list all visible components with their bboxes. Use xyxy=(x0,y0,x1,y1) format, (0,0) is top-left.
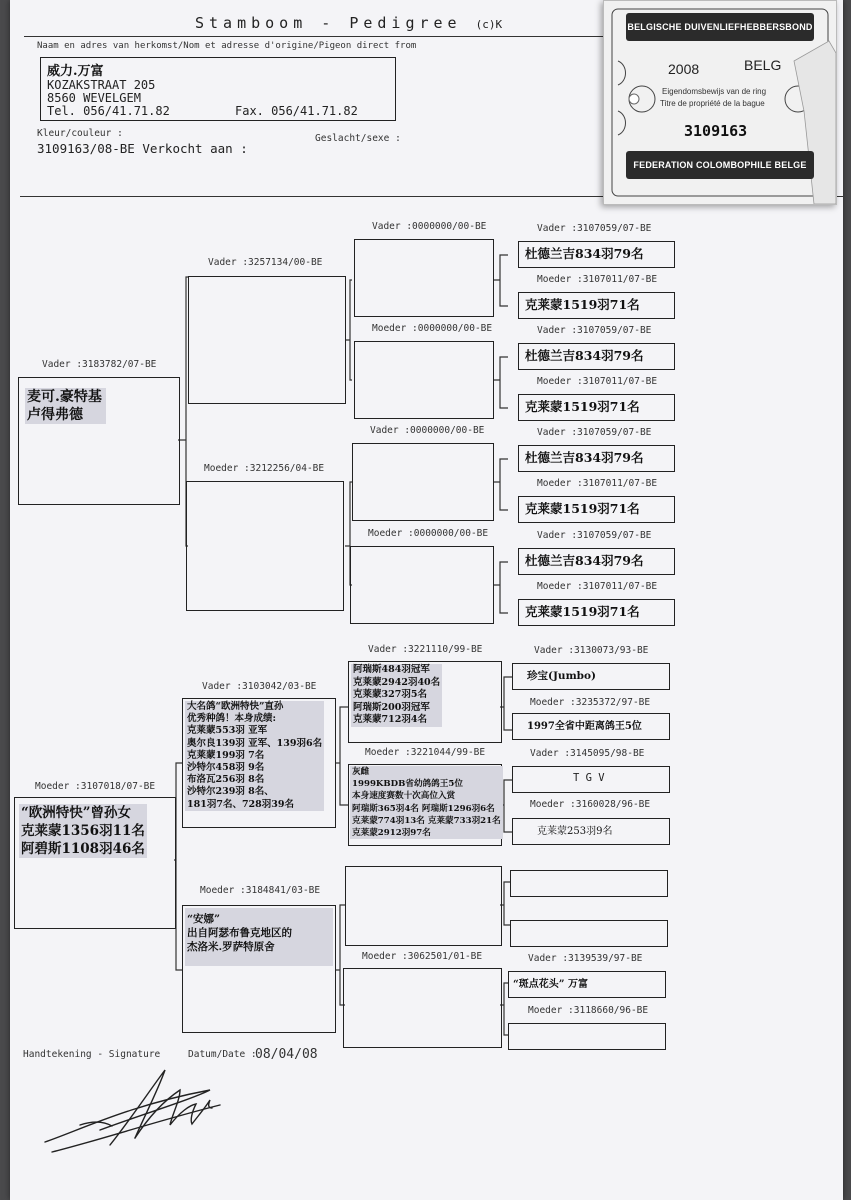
gggp-6-label: Moeder :3107011/07-BE xyxy=(537,478,658,489)
ds-dam-line-1: 灰雌 xyxy=(352,767,370,777)
ds-dam-label: Moeder :3221044/99-BE xyxy=(365,747,486,758)
dam-dam-label: Moeder :3184841/03-BE xyxy=(200,885,321,896)
gggp-1-box xyxy=(518,241,675,268)
gggp-3-box xyxy=(518,343,675,370)
page-title: Stamboom - Pedigree (c)K xyxy=(195,14,503,32)
gggp-11-box xyxy=(512,766,670,793)
dam-dam-box xyxy=(182,905,336,1033)
date-value: 08/04/08 xyxy=(255,1047,318,1062)
gggp-6-box xyxy=(518,496,675,523)
ds-sire-label: Vader :3221110/99-BE xyxy=(368,644,483,655)
gggp-10-text: 1997全省中距离鸽王5位 xyxy=(527,721,642,732)
dam-box xyxy=(14,797,176,929)
gggp-12-text: 克莱蒙253羽9名 xyxy=(537,826,613,837)
gggp-11-text: T G V xyxy=(573,772,605,784)
dam-dam-text xyxy=(185,908,333,966)
sd-sire-label: Vader :0000000/00-BE xyxy=(370,425,485,436)
dam-dam-line-1: “安娜” xyxy=(187,913,221,925)
ds-sire-line-2: 克莱蒙2942羽40名 xyxy=(353,676,441,688)
sd-dam-label: Moeder :0000000/00-BE xyxy=(368,528,489,539)
ds-dam-line-2: 1999KBDB省幼鸽鸽王5位 xyxy=(352,779,463,790)
ds-sire-line-5: 克莱蒙712羽4名 xyxy=(353,714,427,726)
gggp-1-label: Vader :3107059/07-BE xyxy=(537,223,652,234)
sire-box xyxy=(18,377,180,505)
sd-sire-box xyxy=(352,443,494,521)
gggp-9-box xyxy=(512,663,670,690)
dam-sire-line-4: 奥尔良139羽 亚军、139羽6名 xyxy=(187,737,323,749)
certificate-year: 2008 xyxy=(668,61,700,77)
dam-sire-line-7: 布洛瓦256羽 8名 xyxy=(187,774,265,786)
dam-sire-label: Vader :3103042/03-BE xyxy=(202,681,317,692)
handwritten-signature xyxy=(40,1060,240,1160)
gggp-16-label: Moeder :3118660/96-BE xyxy=(528,1005,649,1016)
gggp-3-text: 杜德兰吉834羽79名 xyxy=(525,348,644,363)
dam-dam-line-2: 出自阿瑟布鲁克地区的 xyxy=(187,927,292,939)
certificate-line-2: Titre de propriété de la bague xyxy=(660,99,765,108)
gggp-15-label: Vader :3139539/97-BE xyxy=(528,953,643,964)
ds-dam-line-3: 本身速度赛数十次高位入赏 xyxy=(352,791,456,802)
gggp-7-label: Vader :3107059/07-BE xyxy=(537,530,652,541)
sire-dam-label: Moeder :3212256/04-BE xyxy=(204,463,325,474)
gggp-1-text: 杜德兰吉834羽79名 xyxy=(525,246,644,261)
ds-dam-line-5: 克莱蒙774羽13名 克莱蒙733羽21名 xyxy=(352,815,501,826)
ss-dam-label: Moeder :0000000/00-BE xyxy=(372,323,493,334)
gggp-4-text: 克莱蒙1519羽71名 xyxy=(525,399,640,414)
ds-dam-box xyxy=(348,764,502,846)
gggp-3-label: Vader :3107059/07-BE xyxy=(537,325,652,336)
dam-name-line-3: 阿碧斯1108羽46名 xyxy=(21,841,145,857)
dd-sire-box xyxy=(345,866,502,946)
dam-sire-line-5: 克莱蒙199羽 7名 xyxy=(187,749,265,761)
sire-label: Vader :3183782/07-BE xyxy=(42,359,157,370)
ss-sire-box xyxy=(354,239,494,317)
gggp-2-box xyxy=(518,292,675,319)
sire-name-line-1: 麦可.豪特基 xyxy=(27,389,102,405)
dam-name-line-1: “欧洲特快”曾孙女 xyxy=(21,805,132,821)
gggp-12-label: Moeder :3160028/96-BE xyxy=(530,799,651,810)
gggp-8-box xyxy=(518,599,675,626)
dam-sire-line-3: 克莱蒙553羽 亚军 xyxy=(187,725,268,737)
gggp-9-text: 珍宝(Jumbo) xyxy=(527,670,596,682)
gggp-13-box xyxy=(510,870,668,897)
gggp-12-box xyxy=(512,818,670,845)
sex-label: Geslacht/sexe : xyxy=(315,133,401,144)
breeder-fax: Fax. 056/41.71.82 xyxy=(235,104,358,118)
gggp-8-label: Moeder :3107011/07-BE xyxy=(537,581,658,592)
certificate-country: BELG xyxy=(744,57,782,73)
breeder-tel: Tel. 056/41.71.82 xyxy=(47,104,170,118)
sire-name-highlight xyxy=(25,388,106,424)
dam-sire-line-9: 181羽7名、728羽39名 xyxy=(187,798,294,810)
gggp-10-label: Moeder :3235372/97-BE xyxy=(530,697,651,708)
gggp-5-label: Vader :3107059/07-BE xyxy=(537,427,652,438)
gggp-7-box xyxy=(518,548,675,575)
sire-sire-box xyxy=(188,276,346,404)
dd-dam-label: Moeder :3062501/01-BE xyxy=(362,951,483,962)
certificate-line-1: Eigendomsbewijs van de ring xyxy=(662,87,767,96)
ds-sire-box xyxy=(348,661,502,743)
gggp-15-text: “斑点花头” 万富 xyxy=(513,979,588,990)
dam-label: Moeder :3107018/07-BE xyxy=(35,781,156,792)
gggp-14-box xyxy=(510,920,668,947)
breeder-city: 8560 WEVELGEM xyxy=(47,91,141,105)
ds-dam-line-6: 克莱蒙2912羽97名 xyxy=(352,828,431,839)
gggp-6-text: 克莱蒙1519羽71名 xyxy=(525,501,640,516)
date-label: Datum/Date : xyxy=(188,1049,257,1060)
ds-sire-line-1: 阿瑞斯484羽冠军 xyxy=(353,664,430,675)
ds-dam-line-4: 阿瑞斯365羽4名 阿瑞斯1296羽6名 xyxy=(352,803,495,814)
breeder-name: 威力.万富 xyxy=(47,64,104,79)
dd-dam-box xyxy=(343,968,502,1048)
dam-sire-box xyxy=(182,698,336,828)
ss-dam-box xyxy=(354,341,494,419)
sire-name-line-2: 卢得弗德 xyxy=(27,407,83,423)
dam-dam-line-3: 杰洛米.罗萨特原舍 xyxy=(187,941,275,953)
origin-label: Naam en adres van herkomst/Nom et adresse d'origine/Pigeon direct from xyxy=(37,41,417,51)
gggp-4-label: Moeder :3107011/07-BE xyxy=(537,376,658,387)
gggp-2-label: Moeder :3107011/07-BE xyxy=(537,274,658,285)
ds-sire-line-4: 阿瑞斯200羽冠军 xyxy=(353,701,430,713)
dam-sire-line-6: 沙特尔458羽 9名 xyxy=(187,762,265,774)
certificate-number: 3109163 xyxy=(684,122,748,140)
dam-sire-text xyxy=(185,701,324,811)
signature-label: Handtekening - Signature xyxy=(23,1049,161,1060)
ring-number-line: 3109163/08-BE Verkocht aan : xyxy=(37,141,248,156)
gggp-5-text: 杜德兰吉834羽79名 xyxy=(525,450,644,465)
sd-dam-box xyxy=(350,546,494,624)
certificate-bottom-band: FEDERATION COLOMBOPHILE BELGE xyxy=(626,151,814,179)
ds-sire-line-3: 克莱蒙327羽5名 xyxy=(353,689,427,701)
gggp-9-label: Vader :3130073/93-BE xyxy=(534,645,649,656)
gggp-16-box xyxy=(508,1023,666,1050)
dam-sire-line-8: 沙特尔239羽 8名、 xyxy=(187,786,274,798)
gggp-15-box xyxy=(508,971,666,998)
color-label: Kleur/couleur : xyxy=(37,128,123,139)
ds-dam-text xyxy=(350,766,503,839)
ds-sire-text xyxy=(351,664,442,727)
gggp-2-text: 克莱蒙1519羽71名 xyxy=(525,297,640,312)
dam-sire-line-1: 大名鸽“欧洲特快”直孙 xyxy=(187,701,284,712)
gggp-7-text: 杜德兰吉834羽79名 xyxy=(525,553,644,568)
dam-sire-line-2: 优秀种鸽！本身成绩: xyxy=(187,713,277,725)
gggp-4-box xyxy=(518,394,675,421)
certificate-top-band: BELGISCHE DUIVENLIEFHEBBERSBOND xyxy=(626,13,814,41)
ring-certificate xyxy=(603,0,837,205)
dam-name-highlight xyxy=(19,804,147,858)
gggp-11-label: Vader :3145095/98-BE xyxy=(530,748,645,759)
gggp-10-box xyxy=(512,713,670,740)
breeder-street: KOZAKSTRAAT 205 xyxy=(47,78,156,92)
gggp-8-text: 克莱蒙1519羽71名 xyxy=(525,604,640,619)
ss-sire-label: Vader :0000000/00-BE xyxy=(372,221,487,232)
sire-sire-label: Vader :3257134/00-BE xyxy=(208,257,323,268)
dam-name-line-2: 克莱蒙1356羽11名 xyxy=(21,823,145,839)
sire-dam-box xyxy=(186,481,344,611)
gggp-5-box xyxy=(518,445,675,472)
